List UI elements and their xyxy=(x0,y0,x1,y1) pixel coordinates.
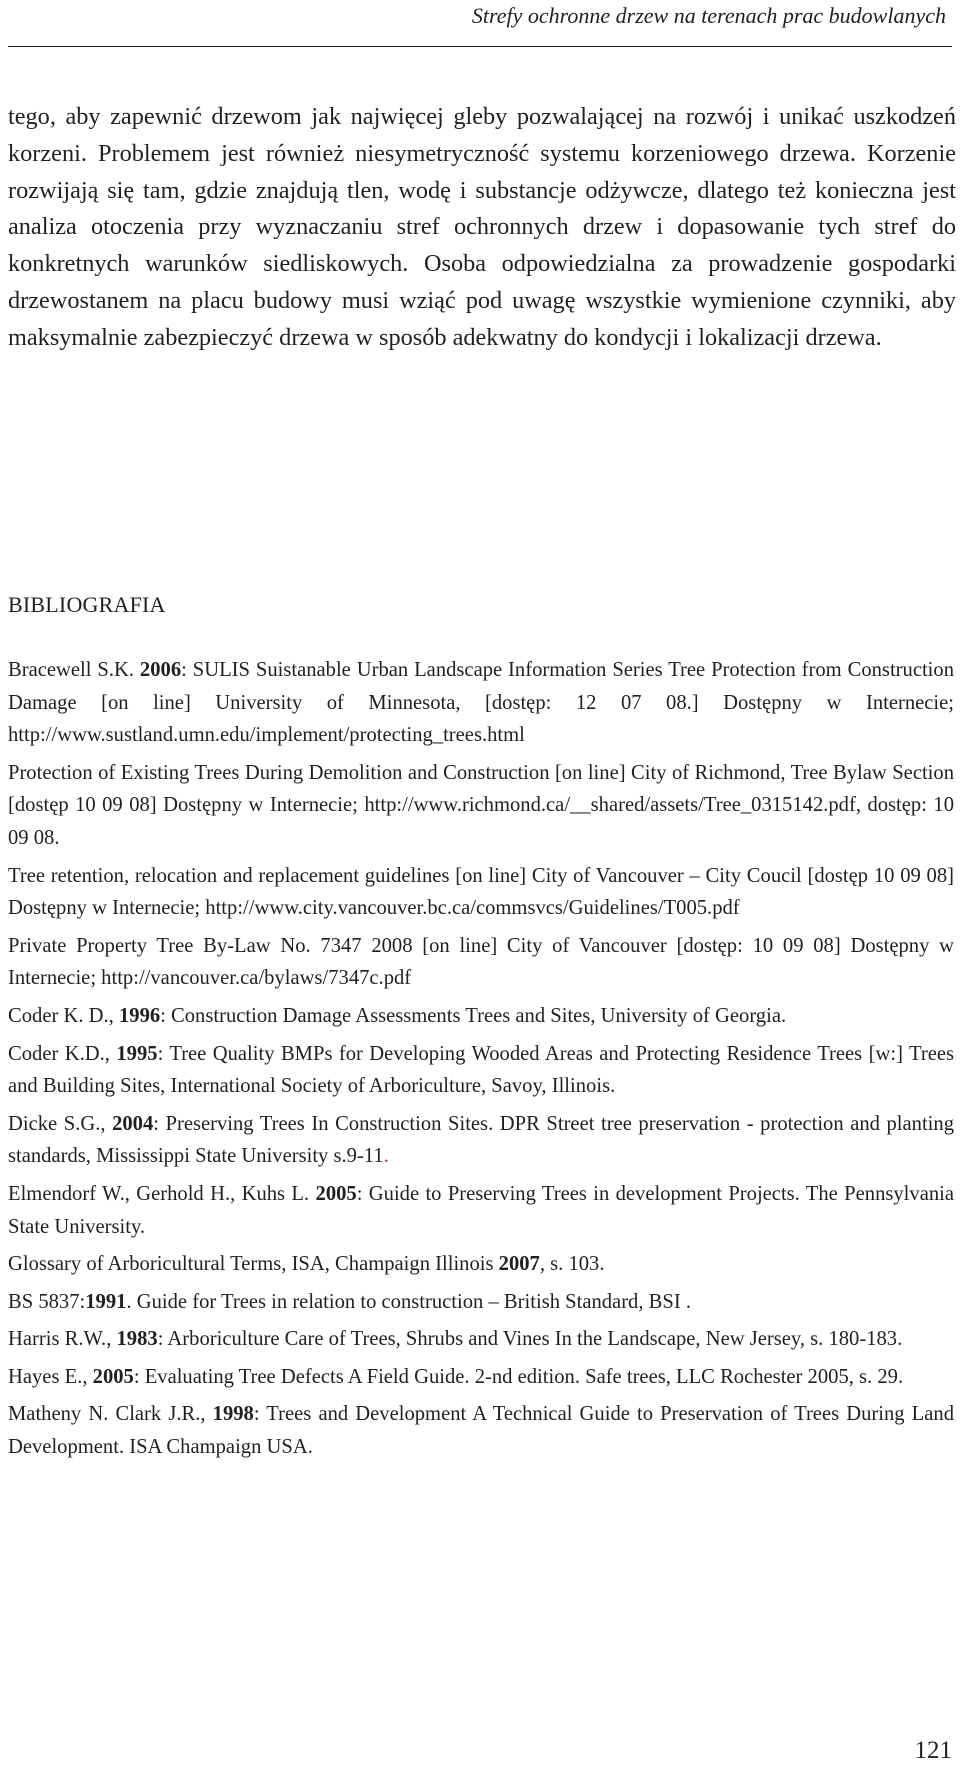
entry-text: : Preserving Trees In Construction Sites. DPR Street tree preservation - protection and planting standards, Mississippi State University s.9-11 xyxy=(8,1112,954,1168)
entry-author: BS 5837: xyxy=(8,1290,86,1313)
bibliography-entry xyxy=(8,1178,954,1243)
bibliography-entry xyxy=(8,1108,954,1173)
entry-text: : Guide to Preserving Trees in development Projects. The Pennsylvania State University. xyxy=(8,1182,954,1238)
entry-author: Coder K. D., xyxy=(8,1004,119,1027)
entry-year: 2004 xyxy=(112,1112,154,1135)
entry-author: Dicke S.G., xyxy=(8,1112,113,1135)
entry-author: Harris R.W., xyxy=(8,1328,117,1351)
entry-text: Protection of Existing Trees During Demolition and Construction [on line] City of Richmond, Tree Bylaw Section [dostęp 10 09 08] Dostępny w Internecie; http://www.richmond.ca/__shared/assets/Tree_0315142.pdf, dostęp: 10 09 08. xyxy=(8,761,954,849)
bibliography-entry xyxy=(8,1038,954,1103)
entry-year: 2005 xyxy=(92,1365,134,1388)
entry-text: : Trees and Development A Technical Guide to Preservation of Trees During Land Development. ISA Champaign USA. xyxy=(8,1403,954,1459)
bibliography-entry xyxy=(8,1286,954,1319)
entry-text: : Evaluating Tree Defects A Field Guide. 2-nd edition. Safe trees, LLC Rochester 2005, s. 29. xyxy=(133,1365,904,1388)
bibliography-entry xyxy=(8,654,954,752)
entry-author: Hayes E., xyxy=(8,1365,93,1388)
entry-author: Matheny N. Clark J.R., xyxy=(8,1403,213,1426)
entry-text: : Construction Damage Assessments Trees and Sites, University of Georgia. xyxy=(160,1004,787,1027)
bibliography-list xyxy=(8,654,954,1469)
bibliography-entry xyxy=(8,930,954,995)
entry-text: : SULIS Suistanable Urban Landscape Information Series Tree Protection from Construction Damage [on line] University of Minnesota, [dostęp: 12 07 08.] Dostępny w Internecie; http://www.sustland.umn.edu/implement/protecting_trees.html xyxy=(8,659,954,747)
entry-year: 1996 xyxy=(118,1004,161,1027)
entry-author: Bracewell S.K. xyxy=(8,659,140,681)
bibliography-entry xyxy=(8,1361,954,1394)
bibliography-entry xyxy=(8,860,954,925)
entry-author: Coder K.D., xyxy=(8,1042,117,1065)
running-header: Strefy ochronne drzew na terenach prac budowlanych xyxy=(471,3,946,28)
header-rule xyxy=(8,46,952,47)
entry-year: 1995 xyxy=(116,1042,158,1065)
entry-accent-dot: . xyxy=(383,1145,389,1168)
entry-text: . Guide for Trees in relation to construction – British Standard, BSI . xyxy=(126,1290,691,1313)
entry-text: : Arboriculture Care of Trees, Shrubs and Vines In the Landscape, New Jersey, s. 180-183. xyxy=(157,1328,903,1351)
bibliography-entry xyxy=(8,1248,954,1281)
entry-text: Private Property Tree By-Law No. 7347 2008 [on line] City of Vancouver [dostęp: 10 09 08] Dostępny w Internecie; http://vancouver.ca/bylaws/7347c.pdf xyxy=(8,934,954,990)
entry-text: Tree retention, relocation and replacement guidelines [on line] City of Vancouver – City Coucil [dostęp 10 09 08] Dostępny w Internecie; http://www.city.vancouver.bc.ca/commsvcs/Guidelines/T005.pdf xyxy=(8,864,954,920)
body-paragraph: tego, aby zapewnić drzewom jak najwięcej gleby pozwalającej na rozwój i unikać uszkodzeń korzeni. Problemem jest również niesymetryczność systemu korzeniowego drzewa. Korzenie rozwijają się tam, gdzie znajdują tlen, wodę i substancje odżywcze, dlatego też konieczna jest analiza otoczenia przy wyznaczaniu stref ochronnych drzew i dopasowanie tych stref do konkretnych warunków siedliskowych. Osoba odpowiedzialna za prowadzenie gospodarki drzewostanem na placu budowy musi wziąć pod uwagę wszystkie wymienione czynniki, aby maksymalnie zabezpieczyć drzewa w sposób adekwatny do kondycji i lokalizacji drzewa. xyxy=(8,103,956,351)
entry-year: 1991 xyxy=(85,1290,127,1313)
bibliography-entry xyxy=(8,1398,954,1463)
entry-year: 2007 xyxy=(498,1253,540,1276)
bibliography-heading: BIBLIOGRAFIA xyxy=(8,592,166,617)
entry-year: 1983 xyxy=(116,1328,158,1351)
entry-text: , s. 103. xyxy=(539,1253,605,1276)
bibliography-entry xyxy=(8,1000,954,1033)
entry-text: : Tree Quality BMPs for Developing Wooded Areas and Protecting Residence Trees [w:] Trees and Building Sites, International Society of Arboriculture, Savoy, Illinois. xyxy=(8,1042,954,1098)
entry-year: 2006 xyxy=(139,659,182,681)
page-number: 121 xyxy=(914,1737,952,1764)
entry-author: Elmendorf W., Gerhold H., Kuhs L. xyxy=(8,1182,316,1205)
entry-year: 1998 xyxy=(212,1403,254,1426)
entry-year: 2005 xyxy=(315,1182,357,1205)
entry-author: Glossary of Arboricultural Terms, ISA, Champaign Illinois xyxy=(8,1253,499,1276)
bibliography-entry xyxy=(8,757,954,855)
bibliography-entry xyxy=(8,1323,954,1356)
